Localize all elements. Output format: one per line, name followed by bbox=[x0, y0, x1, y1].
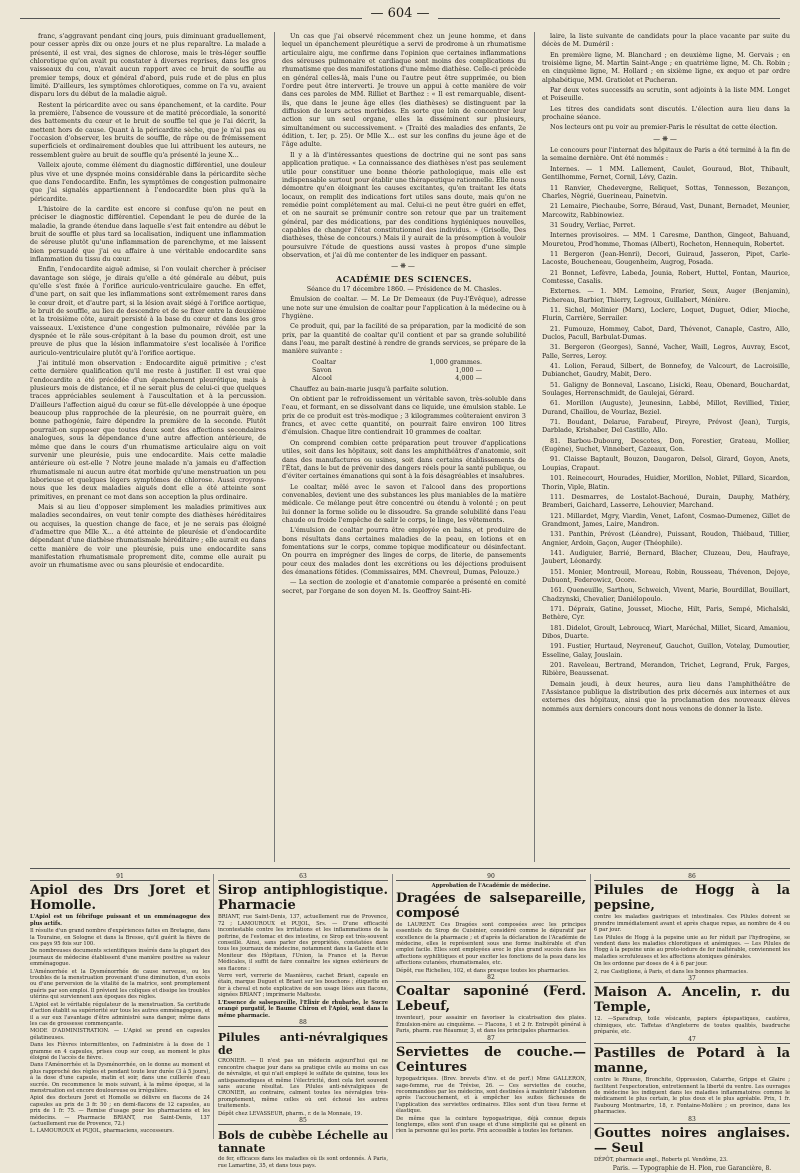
ornament-divider: —❋— bbox=[391, 262, 417, 271]
ad-text: Les Pilules de Hogg à la pepsine unie au fer réduit par l'hydrogène, se vendent dans les maladies chlorotiques et anémiques. — Les Pilules de Hogg à la pepsine unie au proto-iodure de fer inaltérable, conviennent les maladies scrofuleuses et les affections atoniques générales. bbox=[594, 934, 790, 960]
article-column-2 bbox=[282, 32, 526, 862]
list-item: 31 Soudry, Verliac, Perret. bbox=[550, 220, 636, 229]
ad-text: DÉPÔT, pharmacie angl., Roberts pl. Vendôme, 23. bbox=[594, 1156, 728, 1163]
ad-title: Coaltar saponiné (Ferd. Lebeuf, bbox=[396, 984, 586, 1015]
paragraph: Demain jeudi, à deux heures, aura lieu dans l'amphithéâtre de l'Assistance publique la distribution des prix décernés aux internes et aux externes des hôpitaux, ainsi que la proclamation des nouveaux élèves nommés aux derniers concours dont nous venons de donner la liste. bbox=[542, 679, 790, 713]
ad-text: hypogastriques. (Brev. brevets d'inv. et de perf.) Mme GALLERON, sage-femme, rue de Trévise, 26. — Ces serviettes de couche, recommandées par les médecins, sont destinées à maintenir l'abdomen après l'accouchement, et à empêcher les suites fâcheuses de l'application des serviettes ordinaires. Elles sont d'un tissu ferme et élastique. bbox=[396, 1076, 586, 1115]
list-item: Internes. — 1 MM. Lallement, Caulet, Gouraud, Blot, Thibault, Gentilhomme, Fernet, Cornil, Lévy, Cazin. bbox=[542, 164, 790, 182]
list-item: 181. Didelot, Groult, Lebroucq, Wiart, Maréchal, Millet, Sicard, Amaniou, Dibos, Duarte. bbox=[542, 623, 790, 640]
ad-text: inventeur), pour assainir en favoriser la cicatrisation des plaies. Émulsion-mère au cinquième. — Flacons, 1 et 2 fr. Entrepôt général à Paris, pharm. rue Réaumur, 3, et dans les principales pharmacies. bbox=[396, 1015, 586, 1035]
ad-text: CRONIER. — Il n'est pas un médecin aujourd'hui qui ne rencontre chaque jour dans sa pratique civile au moins un cas de névralgie, et qui n'ait employé le sulfate de quinine, tous les antispasmodiques et même l'électricité, dont cela fort souvent sans aucune résultat. Les Pilules anti-névralgiques de CRONIER, au contraire, calment toutes les névralgies très-promptement, même celles où ont échoué les autres traitements. bbox=[218, 1058, 388, 1110]
paragraph: On comprend combien cette préparation peut trouver d'applications utiles, soit dans les hôpitaux, soit dans les amphithéâtres d'anatomie, soit dans des manufactures ou usines, soit dans certains établissements de l'État, dans le but de prévenir des dangers réels pour la santé publique, ou d'éviter certaines émanations qui sont à la fois désagréables et insalubres. bbox=[282, 438, 526, 481]
ad-number: 91 bbox=[30, 874, 210, 881]
ad-number: 85 bbox=[218, 1118, 388, 1125]
list-item: 21. Fumouze, Hommey, Cabot, Dard, Thévenot, Canaple, Castro, Allo, Duclos, Pacull, Barbulat-Dumas. bbox=[542, 324, 790, 341]
ad-number: 90 bbox=[396, 874, 586, 881]
paragraph: Un cas que j'ai observé récemment chez un jeune homme, et dans lequel un épanchement pleurétique a servi de prodrome à un rhumatisme articulaire aigu, me confirme dans l'opinion que certaines inflammations des séreuses pulmonaire et cardiaque sont moins des complications du rhumatisme que des manifestations d'une même diathèse. Celle-ci précède en général celles-là, mais l'une ou l'autre peut être supprimée, ou bien l'ordre peut être interverti. Je trouve un appui à cette manière de voir dans ces paroles de MM. Rilliet et Barthez : « Il est remarquable, disent-ils, que dans le jeune âge elles (les diathèses) se distinguent par la diffusion de leurs actes morbides. En sorte que loin de concentrer leur action sur un seul organe, elles la disséminent sur plusieurs, simultanément ou successivement. » (Traité des maladies des enfants, 2e édition, t. Ier, p. 25). Or Mlle X... est sur les confins du jeune âge et de l'âge adulte. bbox=[282, 32, 526, 149]
ad-title: Pastilles de Potard à la manne, bbox=[594, 1046, 790, 1077]
paragraph: Restent la péricardite avec ou sans épanchement, et la cardite. Pour la première, l'absence de voussure et de matité précordiale, la sonorité des battements du cœur et le bruit de souffle tel que je l'ai décrit, la mettent hors de cause. Quant à la péricardite sèche, que je n'ai pas eu l'occasion d'observer, les bruits de souffle, de râpe ou de frémissement superficiels et ordinairement doubles que lui attribuent les auteurs, ne ressemblent guère au bruit de souffle qu'a présenté la jeune X... bbox=[30, 100, 266, 159]
column-divider bbox=[274, 32, 275, 862]
formula-row: Alcool 4,000 — bbox=[312, 374, 482, 383]
ad-number: 83 bbox=[594, 1117, 790, 1124]
list-item: 171. Dépraix, Gatine, Jousset, Mioche, Hilt, Paris, Sempé, Michalski, Bethère, Cyr. bbox=[542, 604, 790, 622]
paragraph: Valleix ajoute, comme élément du diagnostic différentiel, une douleur plus vive et une dyspnée moins considérable dans la péricardite sèche que dans l'endocardite. Enfin, les symptômes de congestion pulmonaire que j'ai signalés appartiennent à l'endocardite bien plus qu'à la péricardite. bbox=[30, 161, 266, 203]
ad-text: de fer, efficaces dans les maladies où ils sont ordonnés. À Paris, rue Lamartine, 35, et dans tous pays. bbox=[218, 1156, 388, 1169]
ad-number: 37 bbox=[594, 976, 790, 983]
paragraph: — La section de zoologie et d'anatomie comparée a présenté en comité secret, par l'organe de son doyen M. Is. Geoffroy Saint-Hi- bbox=[282, 578, 526, 595]
ad-text: contre le Rhume, Bronchite, Oppression, Catarrhe, Grippe et Glaire ; facilitent l'expectoration, entretiennent la liberté du ventre. Les ouvrages de médecine les indiquent dans les maladies inflammatoires comme le médicament le plus certain, le plus doux et le plus agréable. Prix, 1 fr. Faubourg Montmartre, 18, r. Fontaine-Molière ; en province, dans les pharmacies. bbox=[594, 1077, 790, 1116]
ornament-divider: —❋— bbox=[653, 134, 679, 143]
paragraph: Par deux votes successifs au scrutin, sont adjoints à la liste MM. Longet et Poiseuille. bbox=[542, 86, 790, 103]
printer-footer: Paris. — Typographie de H. Plon, rue Garancière, 8. bbox=[612, 1165, 772, 1173]
article-column-3 bbox=[542, 32, 790, 862]
ad-text: 12. —Sparadrap, toile vésicante, papiers épispastiques, cautères, chimiques, etc. Taffetas d'Angleterre de toutes qualités, baudruche préparée, etc. bbox=[594, 1016, 790, 1036]
ad-title: Sirop antiphlogistique. Pharmacie bbox=[218, 883, 388, 914]
list-item: Internes provisoires. — MM. 1 Caresme, Danthon, Gingeot, Bahuand, Mouretou, Prod'homme, Thomas (Albert), Rocheton, Hennequin, Robertet. bbox=[542, 231, 790, 248]
ad-text: Dépôt chez LEVASSEUR, pharm., r. de la Monnaie, 19. bbox=[218, 1110, 363, 1117]
ad-text: Dans l'Aménorrhée et la Dysménorrhée, on le donne au moment et plus rapproché des règles et pendant toute leur durée (3 à 5 jours), à la dose d'une capsule, matin et soir, dans une cuillerée d'eau sucrée. On recommence le mois suivant, à la même époque, si la menstruation est encore douloureuse ou irrégulière. bbox=[30, 1062, 210, 1094]
paragraph: franc, s'aggravant pendant cinq jours, puis diminuant graduellement, pour cesser après dix ou onze jours et ne plus reparaître. La malade a présenté, il est vrai, des signes de chlorose, mais le très-léger souffle chlorotique qu'on avait pu constater à diverses reprises, dans les gros vaisseaux du cou, n'avait aucun rapport avec ce bruit de souffle au premier temps, doux et général d'abord, puis rude et de plus en plus limité. D'ailleurs, les symptômes chlorotiques, comme on l'a vu, avaient disparu lors du début de la maladie aiguë. bbox=[30, 32, 266, 99]
paragraph: Le concours pour l'internat des hôpitaux de Paris a été terminé à la fin de la semaine dernière. Ont été nommés : bbox=[542, 146, 790, 163]
ad-pilules-hogg bbox=[594, 873, 790, 1173]
ad-text: Il résulte d'un grand nombre d'expériences faites en Bretagne, dans la Touraine, en Sologne et dans la Bresse, qu'il guérit la fièvre de ces pays 95 fois sur 100. bbox=[30, 928, 210, 948]
ad-text: L'Aménorrhée et la Dysménorrhée de cause nerveuse, ou les troubles de la menstruation provenant d'une diminution, d'un excès ou d'une perversion de la vitalité de la matrice, sont promptement guéris par son emploi. Il prévient les coliques et dissipe les troubles utérins qui surviennent aux époques des règles. bbox=[30, 968, 210, 1001]
ad-number: 88 bbox=[218, 1020, 388, 1027]
paragraph: Émulsion de coaltar. — M. Le Dr Demeaux (de Puy-l'Évêque), adresse une note sur une émulsion de coaltar pour l'application à la médecine ou à l'hygiène. bbox=[282, 295, 526, 320]
list-item: 111. Desmarres, de Lostalot-Bachoué, Durain, Dauphy, Mathéry, Bramberi, Gaichard, Lasserre, Lehouvier, Marchand. bbox=[542, 492, 790, 510]
ad-text: MODE D'ADMINISTRATION. — L'Apiol se prend en capsules gélatineuses. bbox=[30, 1028, 210, 1041]
list-item: 201. Raveleau, Bertrand, Merandon, Trichet, Legrand, Fruk, Farges, Ribière, Beaussenat. bbox=[542, 661, 790, 678]
list-item: 91. Claisse Baptault, Bouzon, Daugaron, Delsol, Girard, Goyon, Anets, Loupias, Crapaut. bbox=[542, 455, 790, 472]
paragraph: Nos lecteurs ont pu voir au premier-Paris le résultat de cette élection. bbox=[550, 123, 778, 132]
list-item: 151. Monier, Montreuil, Moreau, Robin, Rousseau, Thévenon, Dejoye, Dubuont, Federowicz, Ocore. bbox=[542, 567, 790, 584]
ad-sirop bbox=[218, 873, 388, 1169]
ad-text: L'Essence de salsepareille, l'Elixir de rhubarbe, le Sucre orangé purgatif, le Baume Chiron et l'Apiol, sont dans la même pharmacie. bbox=[218, 999, 388, 1019]
recipe-formula bbox=[312, 358, 526, 383]
ad-number: 87 bbox=[396, 1036, 586, 1043]
paragraph: Les titres des candidats sont discutés. L'élection aura lieu dans la prochaine séance. bbox=[542, 104, 790, 122]
ad-apiol bbox=[30, 874, 210, 1139]
list-item: 11 Ranvier, Chedevergne, Reliquet, Sottas, Tennesson, Bezançon, Charles, Nègrié, Guerineau, Painetvin. bbox=[542, 183, 790, 200]
list-item: 71. Boudant, Delarue, Farabeuf, Pireyre, Prévost (Jean), Turgis, Darblade, Krishaber, Del Castillo, Allo. bbox=[542, 418, 790, 435]
list-item: 41. Lolion, Feraud, Silbert, de Bonnefoy, de Valcourt, de Lacroisille, Dubianchet, Gaudry, Mabit, Dero. bbox=[542, 362, 790, 379]
paragraph: L'histoire de la cardite est encore si confuse qu'on ne peut en préciser le diagnostic différentiel. Cependant le peu de durée de la maladie, la grande étendue dans laquelle s'est fait entendre au début le bruit de souffle et plus tard sa localisation, indiquent une inflammation de séreuse plutôt qu'une inflammation de parenchyme, et me laissent bien persuadé que j'ai eu affaire à une véritable endocardite sans inflammation du tissu du cœur. bbox=[30, 204, 266, 263]
ad-title: Gouttes noires anglaises. — Seul bbox=[594, 1125, 790, 1156]
ad-number: 82 bbox=[396, 975, 586, 982]
list-item: Externes. — 1. MM. Lemoine, Frarier, Seux, Auger (Benjamin), Pichereau, Barbier, Thierry, Legroux, Guillabert, Ménière. bbox=[542, 287, 790, 304]
list-item: 51. Galigny de Bonneval, Lascano, Lisicki, Reau, Obenard, Bouchardat, Soulages, Herrenschmidt, de Gaulejai, Gérard. bbox=[542, 380, 790, 398]
ad-title: Apiol des Drs Joret et Homolle. bbox=[30, 883, 210, 914]
list-item: 21 Lemaire, Piechaube, Sorre, Béraud, Vast, Dunant, Bernadet, Meunier, Marcowitz, Rabbinowiez. bbox=[542, 202, 790, 219]
ad-text: On les ordonne par doses de 4 à 6 par jour. bbox=[594, 961, 708, 968]
ad-divider bbox=[392, 874, 393, 1139]
ad-title: Pilules de Hogg à la pepsine, bbox=[594, 883, 790, 914]
ad-title: Dragées de salsepareille, composé bbox=[396, 890, 586, 921]
ad-approval: Approbation de l'Académie de médecine. bbox=[431, 883, 551, 890]
list-item: 11. Sichel, Molinier (Marx), Loclerc, Loquet, Duguet, Odier, Mioche, Flurin, Carrière, Serrailer. bbox=[542, 305, 790, 323]
list-item: 81. Barbou-Dubourg, Descotes, Don, Forestier, Grateau, Mollier, (Eugène), Suchet, Vinnebert, Cazeaux, Gon. bbox=[542, 436, 790, 454]
ad-title: Bols de cubèbe Léchelle au tannate bbox=[218, 1129, 388, 1156]
paragraph: Il y a là d'intéressantes questions de doctrine qui ne sont pas sans application pratique. « La connaissance des diathèses n'est pas seulement utile pour constituer une bonne théorie pathologique, mais elle est indispensable surtout pour établir une thérapeutique rationnelle. Elle nous démontre qu'en éloignant les causes excitantes, qu'en traitant les états locaux, on remplit des indications fort utiles sans doute, mais qu'on ne remédie point complétement au mal. Celui-ci ne peut être guéri en effet, et on ne saurait se prémunir contre son retour que par un traitement général, par des médications, par des conditions hygiéniques nouvelles, capables de changer l'état constitutionnel des individus. » (Grisolle, Des diathèses, thèse de concours.) Mais il y aurait de la présomption à vouloir poursuivre l'étude de questions aussi vastes à propos d'une simple observation, et j'ai dû me contenter de les indiquer en passant. bbox=[282, 150, 526, 259]
ad-text: BRIANT, rue Saint-Denis, 137, actuellement rue de Provence, 72 ; LAMOUROUX et PUJOL, Srs. — D'une efficacité incontestable contre les irritations et les inflammations de la poitrine, de l'estomac et des intestins, ce Sirop est très-souvent conseillé. Ainsi, sans parler des propriétés, constatées dans tous les journaux de médecine, notamment dans la Gazette et le Moniteur des Hôpitaux, l'Union, la France et la Revue Médicales, il suffit de faire connaître les signes extérieurs de ses flacons : bbox=[218, 914, 388, 972]
paragraph: Le coaltar, mêlé avec le savon et l'alcool dans des proportions convenables, devient une des substances les plus maniables de la matière médicale. Ce mélange peut être concentré ou étendu à volonté ; on peut lui donner la forme solide ou le dissoudre. Sa grande solubilité dans l'eau chaude ou froide l'empêche de salir le corps, le linge, les vêtements. bbox=[282, 482, 526, 524]
ad-text: L. LAMOUROUX et PUJOL, pharmaciens, successeurs. bbox=[30, 1128, 174, 1135]
paragraph: On obtient par le refroidissement un véritable savon, très-soluble dans l'eau, et formant, en se dissolvant dans ce liquide, une émulsion stable. Le prix de ce produit est très-modique ; 3 kilogrammes coûteraient environ 3 francs, et avec cette quantité, on pourrait faire environ 100 litres d'émulsion. Chaque litre contiendrait 10 grammes de coaltar. bbox=[282, 395, 526, 437]
ad-divider bbox=[590, 874, 591, 1139]
paragraph: Chauffez au bain-marie jusqu'à parfaite solution. bbox=[290, 384, 449, 393]
ad-number: 63 bbox=[218, 874, 388, 881]
session-line: Séance du 17 décembre 1860. — Présidence de M. Chasles. bbox=[306, 284, 502, 293]
list-item: 121. Millardet, Mgry, Viardin, Venet, Lafont, Cosmao-Dumenez, Gillet de Grandmont, James, Laire, Mandron. bbox=[542, 511, 790, 528]
ad-text: Apiol des docteurs Joret et Homolle se délivre en flacons de 24 capsules au prix de 3 fr. 50 ; en demi-flacons de 12 capsules, au prix de 1 fr. 75. — Remise d'usage pour les pharmaciens et les médecins. — Pharmacie BRIANT, rue Saint-Denis, 137 (actuellement rue de Provence, 72.) bbox=[30, 1095, 210, 1127]
ads-separator bbox=[30, 868, 790, 869]
list-item: 11 Bergeron (Jean-Henri), Decori, Guiraud, Jasseron, Pipet, Carle-Lacoste, Boucheneau, Gougenheim, Augrog, Posada. bbox=[542, 249, 790, 267]
paragraph: laire, la liste suivante de candidats pour la place vacante par suite du décès de M. Duméril : bbox=[542, 32, 790, 49]
list-item: 141. Audiguier, Barrié, Bernard, Blacher, Cluzeau, Deu, Haufraye, Jaubert, Léonardy. bbox=[542, 548, 790, 566]
ad-text: Verre vert, verrerie de Masnières, cachet Briant, capsule en étain, marque Duguet et Briant sur les bouchons ; étiquette en fer à cheval et note explicative de son usage liées aux flacons, signées BRIANT ; imprimerie Malteste. bbox=[218, 973, 388, 999]
paragraph: L'émulsion de coaltar pourra être employée en bains, et produire de bons résultats dans certaines maladies de la peau, en lotions et en fomentations sur le corps, comme topique modificateur ou désinfectant. On pourra en imprégner des linges de corps, de literie, de pansements pour ceux des malades dont les excrétions ou les déjections produisent des émanations fétides. (Commissaires, MM. Chevreul, Dumas, Pelouze.) bbox=[282, 526, 526, 576]
list-item: 61. Morillon (Auguste), Jeunesinn, Labbé, Millot, Revillied, Tixier, Durand, Chaillou, de Vourlaz, Beziel. bbox=[542, 399, 790, 416]
formula-row: Savon 1,000 — bbox=[312, 366, 482, 375]
list-item: 131. Panthin, Prévost (Léandre), Puissant, Roudon, Thiébaud, Tillier, Angnier, Ardoin, Gaçon, Auger (Théophile). bbox=[542, 530, 790, 547]
ad-number: 86 bbox=[594, 874, 790, 881]
section-heading: ACADÉMIE DES SCIENCES. bbox=[336, 273, 472, 284]
ad-text: De nombreuses documents scientifiques insérés dans la plupart des journaux de médecine établissent d'une manière positive sa valeur emménagogue. bbox=[30, 948, 210, 968]
paragraph: Enfin, l'endocardite aiguë admise, si l'on voulait chercher à préciser davantage son siége, je dirais qu'elle a été générale au début, puis qu'elle s'est fixée à l'orifice auriculo-ventriculaire gauche. En effet, d'une part, on sait que les inflammations sont extrêmement rares dans le cœur droit, et d'autre part, si la lésion avait siégé à l'orifice aortique, le bruit de souffle, au lieu de descendre et de se fixer entre la deuxième et la troisième côte, aurait persisté à la base du cœur et dans les gros vaisseaux. L'existence d'une congestion pulmonaire, révélée par la dyspnée et le râle sous-crépitant à la base du poumon droit, est une preuve de plus que la lésion inflammatoire s'est localisée à l'orifice auriculo-ventriculaire plutôt qu'à l'orifice aortique. bbox=[30, 265, 266, 357]
ad-divider bbox=[213, 874, 214, 1139]
ad-text: Dans les Fièvres intermittentes, on l'administre à la dose de 1 gramme en 4 capsules, prises coup sur coup, au moment le plus éloigné de l'accès de fièvre. bbox=[30, 1042, 210, 1061]
ad-text: contre les maladies gastriques et intestinales. Ces Pilules doivent se prendre immédiatement avant et après chaque repas, au nombre de 4 ou 6 par jour. bbox=[594, 914, 790, 934]
ad-dragees bbox=[396, 874, 586, 1139]
list-item: 31. Bergeron (Georges), Sanné, Vacher, Waill, Legros, Auvray, Escot, Palle, Serres, Leroy. bbox=[542, 343, 790, 360]
list-item: 161. Queneuille, Sarthou, Schweich, Vivent, Marie, Bourdillat, Bouillart, Chadzynski, Chevalier, Daniélopoulo. bbox=[542, 586, 790, 603]
ad-title: Serviettes de couche.— Ceintures bbox=[396, 1045, 586, 1076]
list-item: 191. Fustier, Hurtaud, Neyreneuf, Gauchot, Guillon, Votelay, Dumoutier, Esseline, Galay, Jouslain. bbox=[542, 642, 790, 659]
column-divider bbox=[534, 32, 535, 862]
paragraph: J'ai intitulé mon observation : Endocardite aiguë primitive ; c'est cette dernière qualification qu'il me reste à justifier. Il est vrai que l'endocardite a été précédée d'un épanchement pleurétique, mais à plusieurs mois de distance, et il ne serait plus de celui-ci que quelques traces appréciables seulement à l'auscultation et à la percussion. D'ailleurs l'affection aiguë du cœur se fût-elle développée à une époque beaucoup plus rapprochée de la pleurésie, on ne pourrait guère, en bonne pathogénie, faire dépendre la première de la seconde. Plutôt pourrait-on supposer que toutes deux sont des affections secondaires analogues, sous la dépendance d'une autre affection antérieure, de même que dans le cours d'un rhumatisme articulaire aigu on voit survenir une pleurésie, puis une endocardite. Mais cette maladie antérieure où est-elle ? Notre jeune malade n'a jamais eu d'affection rhumatismale ni aucun autre état morbide qu'une menstruation un peu laborieuse et quelques légers symptômes de chlorose. Aussi croyons-nous que les deux maladies aiguës dont elle a été atteinte sont primitives, en prenant ce mot dans son acception la plus ordinaire. bbox=[30, 359, 266, 501]
paragraph: Ce produit, qui, par la facilité de sa préparation, par la modicité de son prix, par la quantité de coaltar qu'il contient et par sa grande solubilité dans l'eau, me paraît destiné à rendre de grands services, se prépare de la manière suivante : bbox=[282, 322, 526, 356]
ad-title: Pilules anti-névralgiques de bbox=[218, 1031, 388, 1058]
ad-text: L'Apiol est un fébrifuge puissant et un emménagogue des plus actifs. bbox=[30, 914, 210, 927]
ad-text: de LAURENT. Ces Dragées sont composées avec les principes essentiels du Sirop de Cuisinier, considéré comme le dépuratif par excellence de la pharmacie ; et d'après la déclaration de l'Académie de médecine, elles le représentent sous une forme inaltérable et d'un emploi facile. Elles sont employées avec le plus grand succès dans les affections syphilitiques et pour exciter les fonctions de la peau dans les affections cutanées, rhumatismales, etc. bbox=[396, 921, 586, 967]
page-number: — 604 — bbox=[0, 6, 800, 21]
formula-row: Coaltar 1,000 grammes. bbox=[312, 357, 482, 366]
ad-text: L'Apiol est le véritable régulateur de la menstruation. Sa certitude d'action établit sa supériorité sur tous les autres emménagogues, et il a sur eux l'avantage d'être administré sans danger, même dans les cas de grossesse commençante. bbox=[30, 1001, 210, 1027]
list-item: 101. Reinecourt, Hourades, Huidier, Morillon, Noblet, Pillard, Sicardon, Thorin, Viple, Blatin. bbox=[542, 474, 790, 491]
paragraph: En première ligne, M. Blanchard ; en deuxième ligne, M. Gervais ; en troisième ligne, M. Martin Saint-Ange ; en quatrième ligne, M. Ch. Robin ; en cinquième ligne, M. Hollard ; en sixième ligne, ex æquo et par ordre alphabétique, MM. Gratiolet et Pucheran. bbox=[542, 50, 790, 84]
article-column-1 bbox=[30, 32, 266, 862]
ad-title: Maison A. Ancelin, r. du Temple, bbox=[594, 985, 790, 1016]
ad-text: Dépôt, rue Richelieu, 102, et dans presque toutes les pharmacies. bbox=[396, 967, 570, 974]
paragraph: Mais si au lieu d'opposer simplement les maladies primitives aux maladies secondaires, on veut tenir compte des diathèses héréditaires ou acquises, la question change de face, et je ne serais pas éloigné d'admettre que Mlle X... a été atteinte de pleurésie et d'endocardite dépendant d'une diathèse rhumatismale héréditaire ; elle aurait eu dans cette manière de voir une pleurésie, puis une endocardite sans manifestation rhumatismale proprement dite, comme elle aurait pu avoir un rhumatisme avec ou sans pleurésie et endocardite. bbox=[30, 502, 266, 570]
ad-number: 47 bbox=[594, 1037, 790, 1044]
ad-text: De même que la ceinture hypogastrique, déjà connue depuis longtemps, elles sont d'un usage et d'une simplicité qui se gênent en rien la personne qui les porte. Prix accessible à toutes les fortunes. bbox=[396, 1115, 586, 1135]
ad-text: 2, rue Castiglione, à Paris, et dans les bonnes pharmacies. bbox=[594, 968, 748, 975]
list-item: 21 Bonnet, Lefèvre, Labeda, Jounia, Robert, Huttel, Fontan, Maurice, Comtesse, Casalis. bbox=[542, 268, 790, 285]
